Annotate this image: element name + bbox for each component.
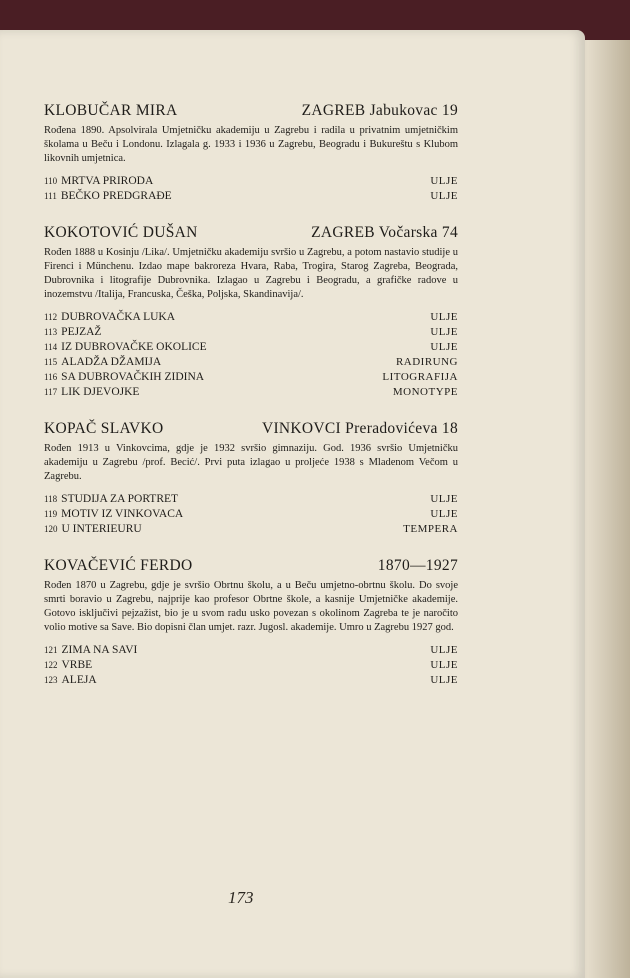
work-title: MRTVA PRIRODA	[61, 175, 154, 187]
work-item	[44, 174, 458, 189]
work-item	[44, 522, 458, 537]
work-technique: ULJE	[430, 175, 458, 187]
work-title: ALEJA	[61, 674, 97, 686]
work-technique: ULJE	[430, 508, 458, 520]
work-number: 120	[44, 524, 58, 534]
works-list	[44, 643, 458, 688]
work-title: SA DUBROVAČKIH ZIDINA	[61, 371, 205, 383]
work-number: 114	[44, 342, 58, 352]
work-technique: ULJE	[430, 659, 458, 671]
work-technique: MONOTYPE	[392, 386, 458, 398]
work-number: 110	[44, 176, 58, 186]
work-item	[44, 658, 458, 673]
artist-entry	[44, 224, 458, 400]
work-technique: ULJE	[430, 674, 458, 686]
artist-header	[44, 420, 458, 438]
artist-entry	[44, 420, 458, 537]
work-number: 116	[44, 372, 58, 382]
work-title: BEČKO PREDGRAĐE	[60, 190, 172, 202]
work-item	[44, 189, 458, 204]
work-technique: ULJE	[430, 493, 458, 505]
work-number: 122	[44, 660, 58, 670]
work-item	[44, 673, 458, 688]
artist-location: ZAGREB Vočarska 74	[311, 224, 458, 241]
work-technique: ULJE	[430, 341, 458, 353]
artist-bio: Rođen 1888 u Kosinju /Lika/. Umjetničku akademiju svršio u Zagrebu, a potom nastavio studije u Firenci i Münchenu. Izdao mape bakroreza Hvara, Raba, Trogira, Starog Zagreba, Beograda, Dubrovnika i litografije Dubrovnika. Izlagao u Zagrebu i Beogradu, a grafičke radove u inozemstvu /Italija, Francuska, Češka, Poljska, Skandinavija/.	[44, 247, 458, 300]
artist-bio: Rođena 1890. Apsolvirala Umjetničku akademiju u Zagrebu i radila u privatnim umjetničkim školama u Beču i Londonu. Izlagala g. 1933 i 1936 u Zagrebu, Beogradu i Bukureštu s Klubom likovnih umjetnica.	[44, 125, 458, 164]
work-title: U INTERIEURU	[61, 523, 142, 535]
work-item	[44, 643, 458, 658]
work-number: 115	[44, 357, 58, 367]
work-title: MOTIV IZ VINKOVACA	[61, 508, 184, 520]
work-technique: ULJE	[430, 326, 458, 338]
works-list	[44, 492, 458, 537]
work-title: VRBE	[61, 659, 93, 671]
artist-bio: Rođen 1870 u Zagrebu, gdje je svršio Obrtnu školu, a u Beču umjetno-obrtnu školu. Do svoje smrti boravio u Zagrebu, najprije kao profesor Obrtne škole, a kasnije Umjetničke akademije. Gotovo isključivi pejzažist, bio je u svom radu usko povezan s okolinom Zagreba te je naročito volio motive sa Save. Bio dopisni član umjet. razr. Jugosl. akademije. Umro u Zagrebu 1927 god.	[44, 580, 458, 633]
work-technique: LITOGRAFIJA	[382, 371, 458, 383]
work-number: 123	[44, 675, 58, 685]
works-list	[44, 310, 458, 400]
work-number: 119	[44, 509, 58, 519]
catalog-content	[44, 102, 458, 708]
work-number: 121	[44, 645, 58, 655]
work-technique: ULJE	[430, 311, 458, 323]
work-technique: ULJE	[430, 644, 458, 656]
work-title: ALADŽA DŽAMIJA	[61, 356, 162, 368]
artist-name: KOPAČ SLAVKO	[44, 420, 164, 437]
work-number: 111	[44, 191, 57, 201]
artist-name: KLOBUČAR MIRA	[44, 102, 178, 119]
work-technique: ULJE	[430, 190, 458, 202]
artist-header	[44, 224, 458, 242]
work-item	[44, 355, 458, 370]
work-technique: TEMPERA	[403, 523, 458, 535]
artist-header	[44, 102, 458, 120]
work-item	[44, 310, 458, 325]
work-number: 118	[44, 494, 58, 504]
work-item	[44, 492, 458, 507]
work-number: 117	[44, 387, 58, 397]
work-item	[44, 340, 458, 355]
page-number: 173	[228, 888, 254, 907]
artist-entry	[44, 557, 458, 688]
works-list	[44, 174, 458, 204]
artist-location: ZAGREB Jabukovac 19	[301, 102, 458, 119]
work-item	[44, 507, 458, 522]
artist-header	[44, 557, 458, 575]
work-title: ZIMA NA SAVI	[61, 644, 138, 656]
artist-name: KOKOTOVIĆ DUŠAN	[44, 224, 198, 241]
artist-location: 1870—1927	[377, 557, 458, 574]
artist-entry	[44, 102, 458, 204]
work-title: DUBROVAČKA LUKA	[61, 311, 176, 323]
work-number: 112	[44, 312, 58, 322]
work-title: LIK DJEVOJKE	[61, 386, 140, 398]
work-title: PEJZAŽ	[61, 326, 102, 338]
work-number: 113	[44, 327, 58, 337]
work-item	[44, 325, 458, 340]
artist-name: KOVAČEVIĆ FERDO	[44, 557, 193, 574]
artist-bio: Rođen 1913 u Vinkovcima, gdje je 1932 svršio gimnaziju. God. 1936 svršio Umjetničku akademiju u Zagrebu /prof. Becić/. Prvi puta izlagao u proljeće 1938 s Mladenom Večom u Zagrebu.	[44, 443, 458, 482]
book-page	[0, 30, 585, 978]
artist-location: VINKOVCI Preradovićeva 18	[261, 420, 458, 437]
work-title: STUDIJA ZA PORTRET	[61, 493, 179, 505]
work-item	[44, 385, 458, 400]
work-technique: RADIRUNG	[395, 356, 458, 368]
work-title: IZ DUBROVAČKE OKOLICE	[61, 341, 207, 353]
work-item	[44, 370, 458, 385]
